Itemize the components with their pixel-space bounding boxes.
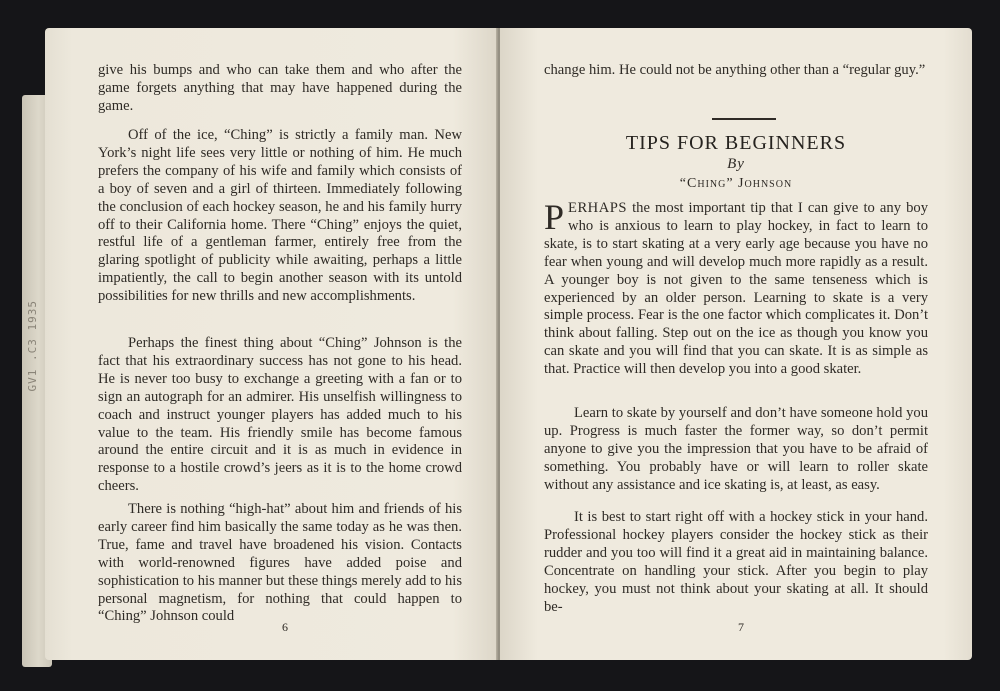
section-divider-rule xyxy=(712,118,776,120)
drop-cap: P xyxy=(544,197,565,237)
chapter-title: TIPS FOR BEGINNERS xyxy=(625,132,847,154)
left-paragraph-4: There is nothing “high-hat” about him and friends of his early career find him basically the same today as he was then. True, fame and travel have broadened his vision. Contacts with world-renowned figures have added poise and sophistication to his manner but these things merely add to his personal magnetism, for nothing that could happen to “Ching” Johnson could xyxy=(98,501,462,625)
lead-word: ERHAPS xyxy=(568,200,627,216)
right-paragraph-1 xyxy=(544,197,928,379)
right-paragraph-3: It is best to start right off with a hockey stick in your hand. Professional hockey players consider the hockey stick as their rudder and you too will find it a great aid in maintaining balance. Concentrate on handling your stick. After you begin to play hockey, you must not think about your skating at all. It should be- xyxy=(544,509,928,615)
right-page-number: 7 xyxy=(738,620,744,634)
left-paragraph-2: Off of the ice, “Ching” is strictly a family man. New York’s night life sees very little or nothing of him. He much prefers the company of his wife and family which consists of a boy of seven and a girl of thirteen. Immediately following the conclusion of each hockey season, he and his family hurry off to their California home. There “Ching” enjoys the quiet, restful life of a gentleman farmer, entirely free from the glaring spotlight of publicity while awaiting, perhaps a little impatiently, the call to begin another season with its untold possibilities for new thrills and new accomplishments. xyxy=(98,127,462,305)
left-paragraph-1: give his bumps and who can take them and who after the game forgets anything that may have happened during the game. xyxy=(98,62,462,114)
left-page-number: 6 xyxy=(282,620,288,634)
right-paragraph-1-text: the most important tip that I can give to any boy who is anxious to learn to play hockey, in fact to learn to skate, is to start skating at a very early age because you have no fear when young and will develop much more rapidly as a result. A younger boy is not given to the same tenseness which is experienced by an older person. Learning to skate is a very simple process. Fear is the one factor which complicates it. Don’t think about falling. Step out on the ice as though you know you can skate and you will find that you can skate. It is as simple as that. Practice will then develop you into a good skater. xyxy=(544,200,928,378)
right-page xyxy=(500,28,972,660)
left-page xyxy=(45,28,498,660)
left-paragraph-3: Perhaps the finest thing about “Ching” Johnson is the fact that his extraordinary success has not gone to his head. He is never too busy to exchange a greeting with a fan or to sign an autograph for an admirer. His unselfish willingness to coach and instruct younger players has added much to his value to the team. His friendly smile has become famous around the entire circuit and it is as much in evidence in response to a hostile crowd’s jeers as it is to the home crowd cheers. xyxy=(98,335,462,495)
right-paragraph-2: Learn to skate by yourself and don’t have someone hold you up. Progress is much faster the former way, so don’t permit anyone to give you the impression that you have to be afraid of something. You probably have or will learn to roller skate without any assistance and ice skating is, at least, as easy. xyxy=(544,405,928,493)
margin-pencil-note: GV1 .C3 1935 xyxy=(26,300,39,392)
right-continuation-text: change him. He could not be anything other than a “regular guy.” xyxy=(544,62,926,78)
byline-by: By xyxy=(727,156,745,172)
byline-author: “Ching” Johnson xyxy=(679,176,793,191)
